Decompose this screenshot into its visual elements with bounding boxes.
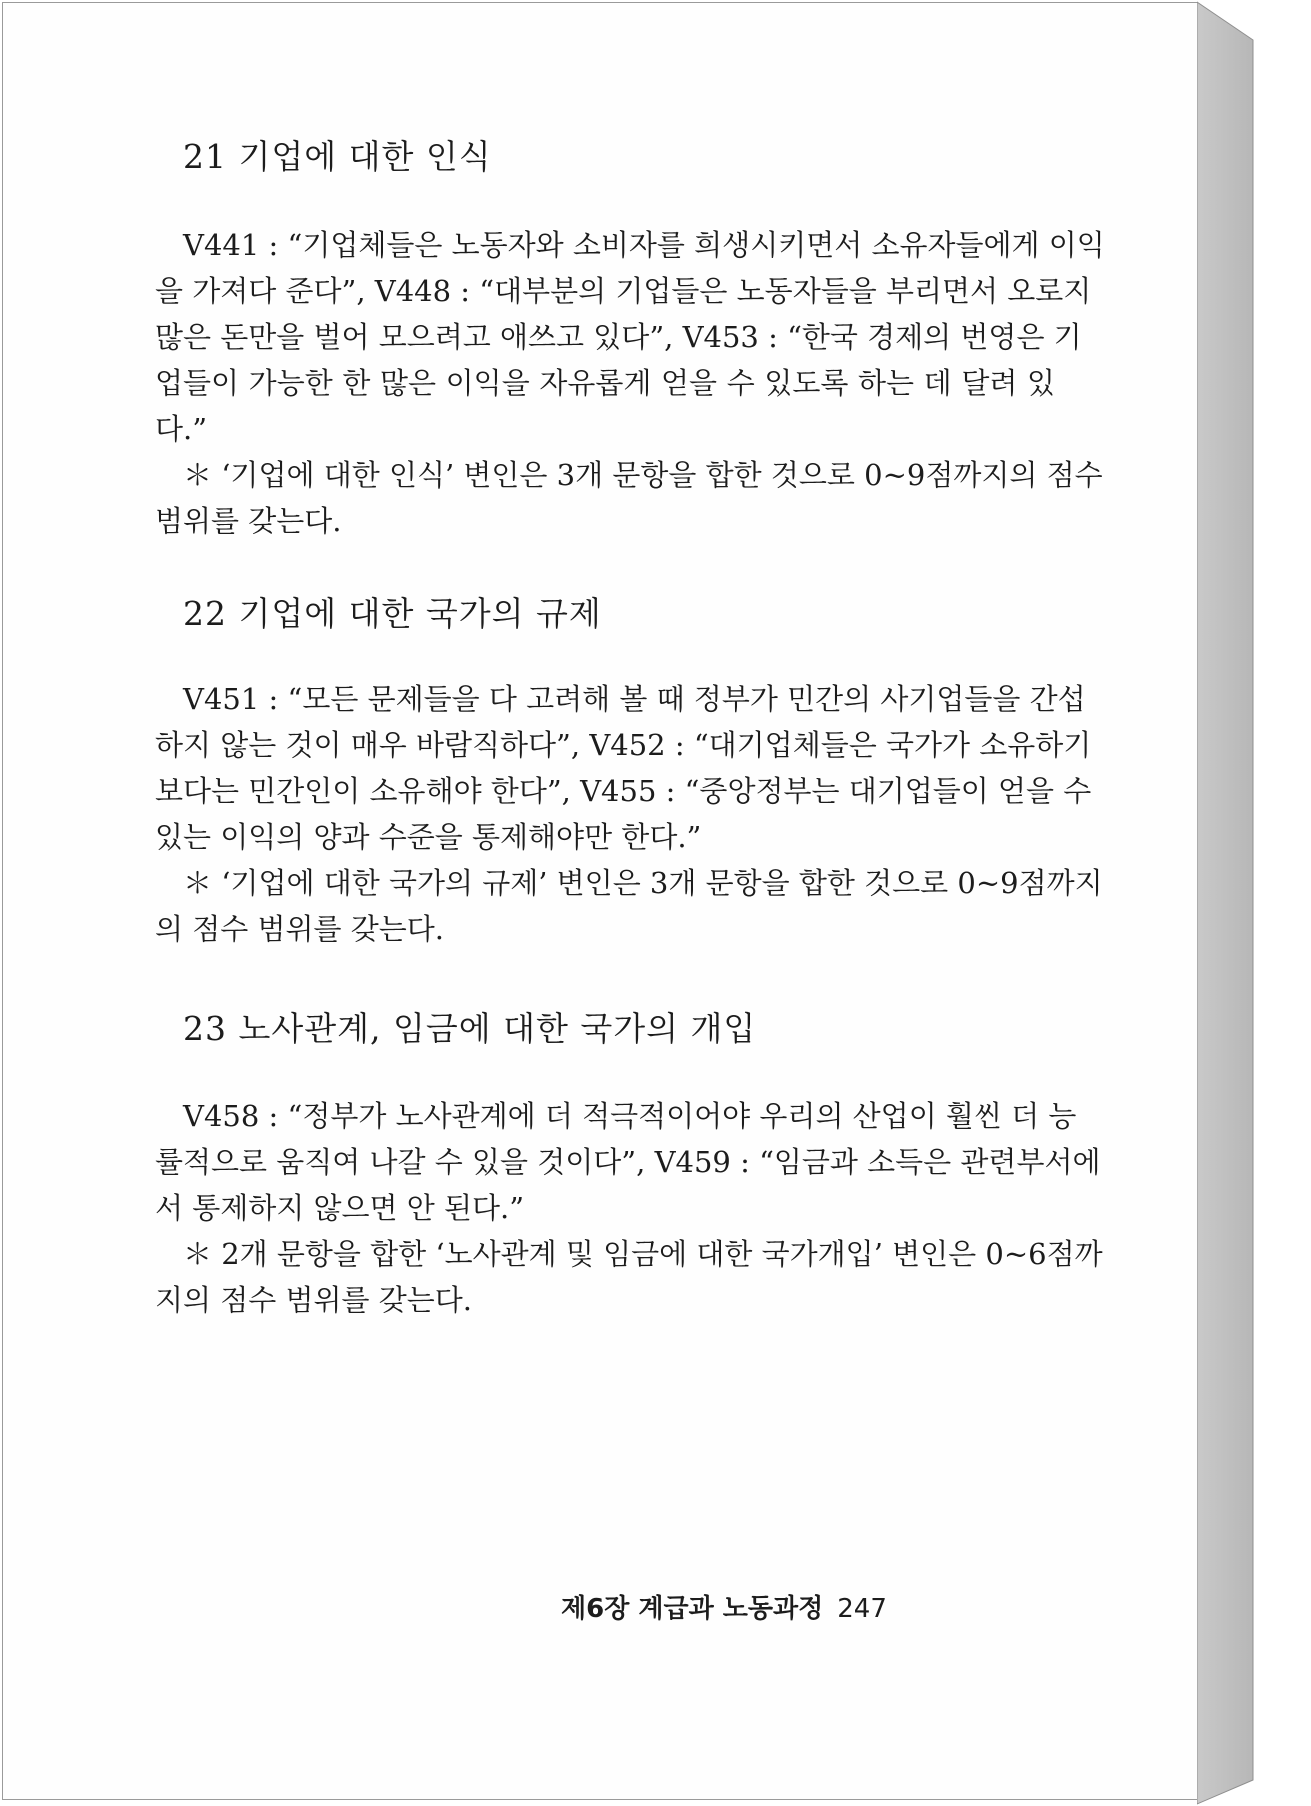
section-22-line-2: 하지 않는 것이 매우 바람직하다”, V452 : “대기업체들은 국가가 소유하기 (155, 728, 1092, 762)
section-heading-22: 22 기업에 대한 국가의 규제 (183, 594, 602, 633)
section-22-line-4: 있는 이익의 양과 수준을 통제해야만 한다.” (155, 820, 702, 854)
section-22-line-3: 보다는 민간인이 소유해야 한다”, V455 : “중앙정부는 대기업들이 얻을 수 (155, 774, 1092, 808)
section-21-line-5: 다.” (155, 412, 208, 446)
section-23-note-line-1: ＊ 2개 문항을 합한 ‘노사관계 및 임금에 대한 국가개입’ 변인은 0~6점까 (183, 1237, 1103, 1271)
book-page-edge (1197, 0, 1307, 1806)
section-23-line-1: V458 : “정부가 노사관계에 더 적극적이어야 우리의 산업이 훨씬 더 능 (183, 1099, 1077, 1133)
page-number: 247 (837, 1594, 887, 1624)
section-21-line-2: 을 가져다 준다”, V448 : “대부분의 기업들은 노동자들을 부리면서 오로지 (155, 274, 1092, 308)
running-footer-chapter: 제6장 계급과 노동과정 (561, 1594, 824, 1624)
section-23-line-2: 률적으로 움직여 나갈 수 있을 것이다”, V459 : “임금과 소득은 관련부서에 (155, 1145, 1101, 1179)
section-heading-21: 21 기업에 대한 인식 (183, 137, 492, 176)
page-footer (561, 1588, 1021, 1625)
section-22-note-line-1: ＊ ‘기업에 대한 국가의 규제’ 변인은 3개 문항을 합한 것으로 0~9점까지 (183, 866, 1103, 900)
section-21-line-1: V441 : “기업체들은 노동자와 소비자를 희생시키면서 소유자들에게 이익 (183, 228, 1105, 262)
section-21-note-line-2: 범위를 갖는다. (155, 504, 342, 538)
section-21-line-3: 많은 돈만을 벌어 모으려고 애쓰고 있다”, V453 : “한국 경제의 번영은 기 (155, 320, 1082, 354)
section-22-note-line-2: 의 점수 범위를 갖는다. (155, 912, 444, 946)
section-21-line-4: 업들이 가능한 한 많은 이익을 자유롭게 얻을 수 있도록 하는 데 달려 있 (155, 366, 1055, 400)
section-23-note-line-2: 지의 점수 범위를 갖는다. (155, 1283, 473, 1317)
section-21-note-line-1: ＊ ‘기업에 대한 인식’ 변인은 3개 문항을 합한 것으로 0~9점까지의 점수 (183, 458, 1103, 492)
section-22-line-1: V451 : “모든 문제들을 다 고려해 볼 때 정부가 민간의 사기업들을 간섭 (183, 682, 1086, 716)
section-heading-23: 23 노사관계, 임금에 대한 국가의 개입 (183, 1009, 757, 1048)
book-page (2, 2, 1198, 1800)
section-23-line-3: 서 통제하지 않으면 안 된다.” (155, 1191, 525, 1225)
